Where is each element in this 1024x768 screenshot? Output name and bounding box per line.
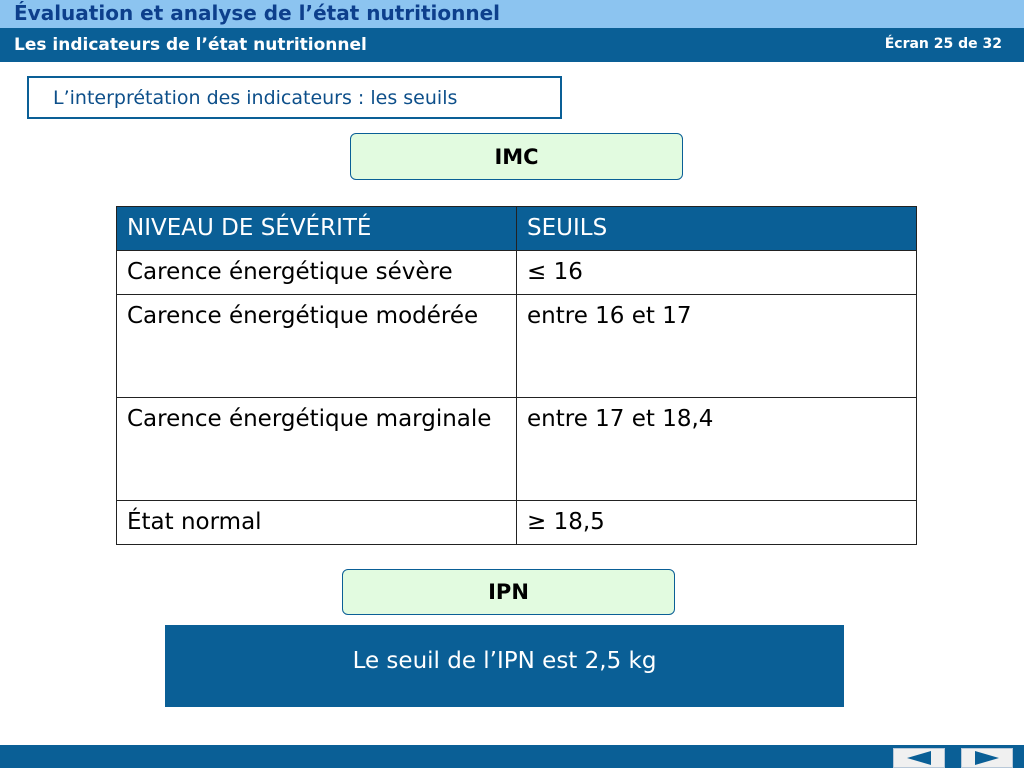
- imc-label: IMC: [350, 133, 683, 180]
- course-title: Évaluation et analyse de l’état nutritionnel: [14, 1, 501, 25]
- footer-bar: [0, 745, 1024, 768]
- severity-cell: Carence énergétique sévère: [117, 251, 517, 295]
- title-bar: [0, 0, 1024, 28]
- table-row: [117, 295, 917, 398]
- column-header-thresholds: SEUILS: [517, 207, 917, 251]
- screen-counter: Écran 25 de 32: [884, 36, 1002, 52]
- ipn-note-text: Le seuil de l’IPN est 2,5 kg: [352, 648, 657, 674]
- imc-threshold-table: [116, 206, 917, 545]
- ipn-label: IPN: [342, 569, 675, 615]
- subtitle-bar: [0, 28, 1024, 62]
- threshold-cell: entre 17 et 18,4: [517, 398, 917, 501]
- severity-cell: État normal: [117, 501, 517, 545]
- table-row: [117, 398, 917, 501]
- table-row: [117, 501, 917, 545]
- previous-screen-button[interactable]: [893, 748, 945, 768]
- table-header-row: [117, 207, 917, 251]
- next-screen-button[interactable]: [961, 748, 1013, 768]
- severity-cell: Carence énergétique modérée: [117, 295, 517, 398]
- module-subtitle: Les indicateurs de l’état nutritionnel: [14, 35, 367, 55]
- ipn-note: [165, 625, 844, 707]
- column-header-severity: NIVEAU DE SÉVÉRITÉ: [117, 207, 517, 251]
- section-heading: L’interprétation des indicateurs : les seuils: [27, 76, 562, 119]
- threshold-cell: entre 16 et 17: [517, 295, 917, 398]
- triangle-left-icon: [905, 750, 933, 766]
- threshold-cell: ≤ 16: [517, 251, 917, 295]
- table-row: [117, 251, 917, 295]
- threshold-cell: ≥ 18,5: [517, 501, 917, 545]
- triangle-right-icon: [973, 750, 1001, 766]
- severity-cell: Carence énergétique marginale: [117, 398, 517, 501]
